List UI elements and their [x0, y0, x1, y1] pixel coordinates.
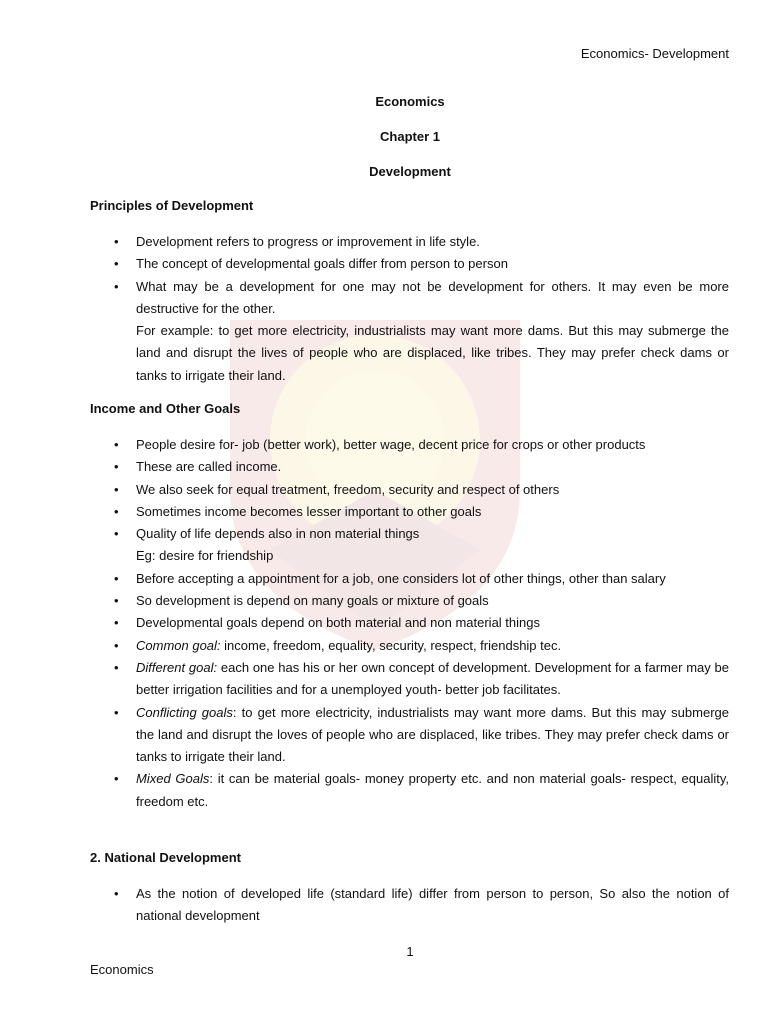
goal-label: Different goal:: [136, 659, 218, 675]
list-item: • Before accepting a appointment for a job, one considers lot of other things, other than salary: [90, 568, 729, 590]
national-heading: 2. National Development: [90, 850, 241, 865]
goal-text: each one has his or her own concept of development. Development for a farmer may be better irrigation facilities and for a unemployed youth- better job facilitates.: [136, 659, 729, 698]
topic-title: Development: [369, 164, 451, 179]
list-item: [90, 635, 729, 657]
list-item: • So development is depend on many goals or mixture of goals: [90, 590, 729, 612]
list-item: • We also seek for equal treatment, freedom, security and respect of others: [90, 479, 729, 501]
national-list: [90, 883, 729, 928]
goal-text: : to get more electricity, industrialists may want more dams. But this may submerge the land and disrupt the loves of people who are displaced, like tribes. They may prefer check dams or tanks to irrigate their land.: [136, 704, 729, 765]
goal-label: Common goal:: [136, 637, 221, 653]
principles-heading: Principles of Development: [90, 198, 254, 213]
list-item-continuation: For example: to get more electricity, industrialists may want more dams. But this may submerge the land and disrupt the lives of people who are displaced, like tribes. They may prefer check dams or tanks to irrigate their land.: [136, 323, 729, 383]
list-item: • Sometimes income becomes lesser important to other goals: [90, 501, 729, 523]
running-header: Economics- Development: [580, 46, 729, 61]
list-item: [90, 657, 729, 702]
running-footer: Economics: [90, 962, 154, 977]
chapter-title: Chapter 1: [380, 129, 440, 144]
income-heading: Income and Other Goals: [90, 401, 241, 416]
list-item: • Developmental goals depend on both material and non material things: [90, 612, 729, 634]
list-item: • These are called income.: [90, 456, 729, 478]
list-item: • People desire for- job (better work), better wage, decent price for crops or other products: [90, 434, 729, 456]
list-item: • Quality of life depends also in non material things: [90, 523, 729, 545]
list-item: • Development refers to progress or improvement in life style.: [90, 231, 729, 253]
list-item: • As the notion of developed life (standard life) differ from person to person, So also the notion of national development: [90, 883, 729, 928]
principles-list: [90, 231, 729, 387]
subject-title: Economics: [375, 94, 445, 109]
income-list: [90, 434, 729, 813]
goal-label: Conflicting goals: [136, 704, 233, 720]
goal-label: Mixed Goals: [136, 771, 210, 787]
list-item: [90, 702, 729, 769]
page-number: 1: [406, 944, 414, 959]
list-item-continuation: Eg: desire for friendship: [136, 548, 274, 564]
list-item: • The concept of developmental goals differ from person to person: [90, 253, 729, 275]
goal-text: income, freedom, equality, security, respect, friendship tec.: [220, 637, 562, 653]
list-item: [90, 768, 729, 813]
list-item: • What may be a development for one may not be development for others. It may even be more destructive for the other.: [90, 276, 729, 321]
goal-text: : it can be material goals- money property etc. and non material goals- respect, equality, freedom etc.: [136, 771, 730, 809]
